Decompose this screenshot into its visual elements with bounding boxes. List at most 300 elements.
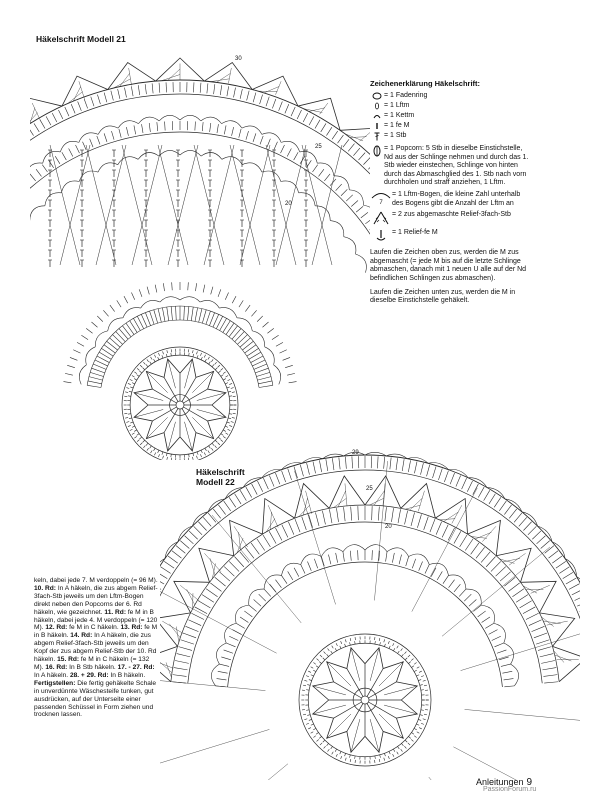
fan-stitch [344,507,346,521]
center-stitch [225,376,228,378]
center-stitch [125,417,128,418]
fan-stitch [471,543,479,554]
d2-row-number: 25 [366,486,373,492]
center-stitch [380,642,381,645]
center-stitch [404,652,406,654]
center-stitch [380,755,381,758]
fan-stitch [281,145,285,153]
fan-point [520,581,556,613]
center-stitch [221,434,223,436]
fan-stitch [315,120,320,129]
fan-stitch [495,643,504,647]
center-stitch [421,710,424,711]
center-stitch [218,437,220,439]
fan-stitch [549,551,558,558]
fan-point [79,81,85,99]
fan-stitch [157,122,158,131]
center-stitch [223,430,226,432]
fan-loop [344,237,356,254]
side-stitch [232,296,236,303]
fan-stitch [332,458,334,470]
legend-title: Zeichenerklärung Häkelschrift: [370,79,481,88]
fan-stitch [326,127,331,135]
fan-stitch [194,526,202,535]
instruction-round-label: 11. Rd: [104,608,127,616]
instruction-round-label: 28. + 29. Rd: [69,671,109,679]
fan-stitch [492,636,501,640]
center-stitch [150,446,152,448]
fan-stitch [406,556,409,566]
center-stitch [143,362,145,364]
legend-note-increase: Laufen die Zeichen unten zus, werden die M in dieselbe Einstichstelle gehäkelt. [370,288,516,305]
center-stitch [154,359,156,362]
instruction-round-label: 15. Rd: [57,656,80,664]
fan-stitch [263,535,270,547]
center-stitch [232,417,235,418]
fan-stitch [97,136,100,144]
center-stitch [311,724,314,725]
fan-stitch [577,601,580,606]
center-stitch [379,638,380,641]
instruction-text: keln, dabei jede 7. M verdoppeln (= 96 M). [34,577,158,584]
center-stitch [355,641,356,644]
fan-stitch [449,580,455,588]
fan-stitch [275,528,281,540]
center-stitch [189,353,190,356]
fan-loop [138,152,159,159]
fan-stitch [500,572,511,581]
center-stitch [154,355,155,358]
fan-loop [300,151,318,163]
fan-stitch [405,511,408,525]
center-stitch [417,667,420,669]
side-stitch [256,372,269,376]
fan-stitch [351,201,358,207]
fan-stitch [46,116,51,125]
side-stitch [163,283,164,291]
side-stitch [162,308,165,322]
side-stitch [257,316,263,322]
center-stitch [140,443,142,445]
model21-title: Häkelschrift Modell 21 [36,34,126,44]
side-stitch [167,307,169,321]
center-stitch [143,368,145,370]
fan-stitch [372,506,373,520]
fan-stitch [502,671,512,673]
fan-stitch [402,459,404,471]
fan-stitch [229,636,238,640]
fan-edge [30,80,370,241]
center-stitch [411,733,413,735]
center-stitch [336,643,337,646]
fan-stitch [448,528,454,540]
fan-stitch [160,572,167,578]
fan-stitch [421,463,424,475]
center-stitch [345,758,346,761]
fan-stitch [532,626,545,631]
side-stitch [245,305,250,311]
side-stitch [188,282,189,290]
side-loop [160,297,180,302]
fan-loop [504,643,514,664]
center-stitch [384,753,385,756]
center-stitch [158,357,159,360]
fan-stitch [431,568,436,577]
side-stitch [131,292,134,299]
center-stitch [389,751,390,754]
side-stitch [145,313,150,326]
center-stitch [303,685,306,686]
center-stitch [332,752,334,755]
center-stitch [345,753,346,756]
center-stitch [134,379,137,381]
d1-row-number: 20 [285,201,292,207]
fan-loop [321,548,343,557]
side-loop [180,297,200,302]
center-stitch [146,364,148,366]
fan-stitch [49,160,54,168]
fan-loop [201,152,222,159]
fan-stitch [34,123,39,132]
center-spoke [334,682,362,698]
side-stitch [239,300,243,307]
fan-lattice [168,145,198,265]
side-stitch [258,381,272,384]
fan-loop [262,171,281,181]
fan-stitch [247,91,249,101]
fan-stitch [244,611,252,617]
legend-text: = 1 Kettm [384,111,415,119]
model22-title-line2: Modell 22 [196,477,235,487]
center-stitch [313,663,315,665]
center-stitch [411,739,413,741]
center-stitch [379,759,380,762]
fan-stitch [221,657,231,660]
fan-stitch [307,561,311,570]
center-stitch [132,433,135,435]
fan-point [555,655,572,661]
fan-stitch [306,160,311,168]
fan-stitch [437,571,442,580]
center-stitch [320,655,322,657]
page-number: 9 [526,777,533,788]
center-stitch [417,732,420,734]
center-stitch [401,749,403,751]
fan-stitch [193,82,194,92]
center-stitch [134,436,136,438]
center-stitch [313,728,316,730]
center-stitch [421,690,424,691]
fan-stitch [358,506,359,520]
side-stitch [126,323,134,334]
fan-spoke [212,515,301,623]
side-stitch [191,307,193,321]
fan-stitch [478,611,486,617]
side-stitch [247,348,259,356]
center-stitch [225,433,228,435]
fan-stitch [390,457,391,469]
fan-stitch [202,595,214,603]
fan-stitch [240,552,249,563]
fan-loop [343,545,365,552]
center-stitch [211,359,213,361]
fan-stitch [559,567,569,574]
center-stitch [313,670,316,672]
instruction-round-label: 12. Rd: [45,624,68,632]
fan-stitch [450,473,454,484]
side-stitch [122,326,131,337]
fan-lattice [194,145,224,265]
side-stitch [272,335,279,339]
center-stitch [341,756,342,759]
fan-stitch [176,546,185,554]
fan-stitch [172,551,181,558]
center-stitch [205,359,207,362]
center-stitch [304,719,307,720]
center-stitch [316,666,318,668]
center-stitch [306,690,309,691]
fan-loop [299,193,316,206]
center-stitch [388,641,389,644]
center-stitch [401,648,403,650]
center-spoke [367,669,383,697]
side-stitch [91,322,97,327]
fan-stitch [467,481,472,492]
relief-fe-m-icon [370,229,392,241]
fan-stitch [195,607,207,614]
fan-stitch [257,481,262,492]
center-stitch [134,430,137,432]
fan-stitch [543,675,557,677]
legend-item [370,211,530,225]
fan-loop [481,605,494,623]
fan-loop [315,206,330,221]
center-stitch [147,359,149,361]
legend-item [370,102,530,111]
center-stitch [197,355,198,358]
center-stitch [350,755,351,758]
center-stitch [212,364,214,366]
center-stitch [306,676,309,677]
fan-stitch [257,539,265,551]
fan-loop [262,133,281,143]
instruction-round-label: 17. - 27. Rd: [117,663,155,671]
instruction-text: In A häkeln, die zus abgem Relief-3fach-Stb jeweils um den Kopf der zus abgem Relief-Stb der 10. Rd häkeln. [34,632,157,664]
center-stitch [151,450,153,453]
fan-stitch [224,567,234,577]
center-stitch [311,732,314,734]
side-loop [274,365,281,384]
center-stitch [350,759,351,762]
side-stitch [67,365,75,367]
instruction-round-label: 14. Rd: [70,632,93,640]
center-stitch [162,355,163,358]
center-stitch [143,446,145,448]
fan-stitch [464,594,471,601]
fan-stitch [459,589,466,596]
model22-center-circle [299,634,431,766]
fan-stitch [188,620,201,626]
fan-stitch [563,572,573,578]
fan-stitch [456,476,461,487]
fan-stitch [313,462,316,474]
side-stitch [93,364,106,369]
center-stitch [196,351,197,354]
legend-text: = 1 fe M [384,121,410,129]
side-stitch [184,306,185,320]
fan-loop [330,221,344,237]
side-stitch [77,342,84,346]
center-stitch [137,440,139,442]
center-stitch [414,728,417,730]
side-stitch [119,329,128,340]
center-stitch [193,354,194,357]
fan-stitch [266,97,269,106]
fan-stitch [473,605,481,611]
side-stitch [285,365,293,367]
fan-stitch [118,89,120,99]
fan-lattice [204,145,234,265]
fan-stitch [62,152,66,160]
fan-loop [61,181,79,193]
side-stitch [73,350,80,353]
fan-stitch [180,541,189,549]
fan-point [108,63,156,90]
side-stitch [235,331,245,341]
fan-stitch [177,654,191,657]
fan-stitch [104,93,107,103]
center-stitch [129,418,132,419]
fan-stitch [253,133,256,142]
center-stitch [147,448,149,450]
fan-stitch [504,577,515,586]
fan-stitch [358,153,365,160]
side-stitch [289,382,297,383]
fan-stitch [240,89,242,99]
fan-stitch [285,104,289,113]
popcorn-icon [370,145,384,157]
fan-stitch [326,459,328,471]
center-stitch [416,675,419,676]
fan-lattice [312,145,342,265]
fan-stitch [575,595,580,600]
fan-stitch [504,686,514,687]
fan-stitch [436,522,442,535]
center-stitch [140,365,142,367]
center-ring [176,401,184,409]
fan-loop [494,623,506,643]
fan-stitch [195,121,196,130]
center-stitch [405,658,407,660]
fan-stitch [424,517,429,530]
fan-stitch [240,490,246,500]
center-stitch [129,391,132,392]
center-stitch [227,387,230,388]
side-stitch [107,341,118,350]
side-stitch [112,335,122,345]
fan-stitch [489,630,498,635]
center-stitch [316,733,318,735]
fan-point [374,491,384,505]
fan-stitch [542,668,556,670]
fan-stitch [161,567,171,574]
side-stitch [209,313,214,326]
fan-stitch [227,86,229,96]
fan-stitch [260,136,263,144]
side-stitch [97,316,103,322]
fan-stitch [246,487,252,497]
fan-loop [180,150,201,156]
fan-stitch [218,505,225,515]
fan-stitch [529,620,542,626]
fan-point [199,548,234,582]
fan-spoke [294,471,335,605]
center-stitch [130,379,133,380]
fan-stitch [536,640,549,644]
fan-stitch [58,110,62,119]
side-stitch [203,285,205,293]
side-loop [123,308,141,318]
fan-stitch [314,559,317,568]
fan-stitch [210,583,221,591]
side-stitch [283,357,290,360]
fan-stitch [282,471,286,482]
center-stitch [336,754,337,757]
fan-stitch [288,571,293,580]
center-stitch [414,663,416,665]
side-stitch [237,335,247,345]
center-stitch [327,654,329,656]
fan-spoke [160,588,277,654]
fan-stitch [198,601,210,608]
instruction-text: In A häkeln, die zus abgem Relief-3fach-Stb jeweils um den Lftm-Bogen direkt neben den Popcorns der 6. Rd häkeln, wie gezeichnet. [34,584,158,616]
fan-loop [225,623,237,643]
side-stitch [226,323,234,334]
fan-stitch [540,654,554,657]
fan-spoke [160,677,265,690]
instruction-text: fe M in B häkeln. [34,624,158,640]
fan-stitch [207,83,208,93]
instruction-round-label: 13. Rd: [120,624,143,632]
fan-stitch [537,536,546,544]
center-stitch [215,362,217,364]
center-stitch [166,354,167,357]
center-stitch [134,372,136,374]
fan-stitch [220,85,222,95]
fan-stitch [544,682,558,683]
fan-loop [118,121,138,128]
center-stitch [158,450,159,453]
center-stitch [167,350,168,353]
fan-stitch [229,561,239,571]
fan-stitch [226,643,235,647]
fan-stitch [462,478,467,489]
center-stitch [397,646,399,649]
fan-stitch [348,144,354,152]
center-spoke [164,408,178,432]
fan-stitch [353,148,359,156]
side-stitch [257,377,271,380]
center-ring [361,696,369,704]
legend-item [370,191,530,208]
fan-lattice [122,145,152,265]
fan-spoke [453,747,577,780]
fan-stitch [189,531,198,539]
fan-point [262,499,294,535]
instruction-text: Die fertig gehäkelte Schale in unverdünnte Wäschesteife tunken, gut ausdrücken, auf der Unterseite einer passenden Schüssel in Form ziehen und trocknen lassen. [34,679,157,719]
fan-stitch [142,124,143,133]
fan-spoke [412,488,478,612]
